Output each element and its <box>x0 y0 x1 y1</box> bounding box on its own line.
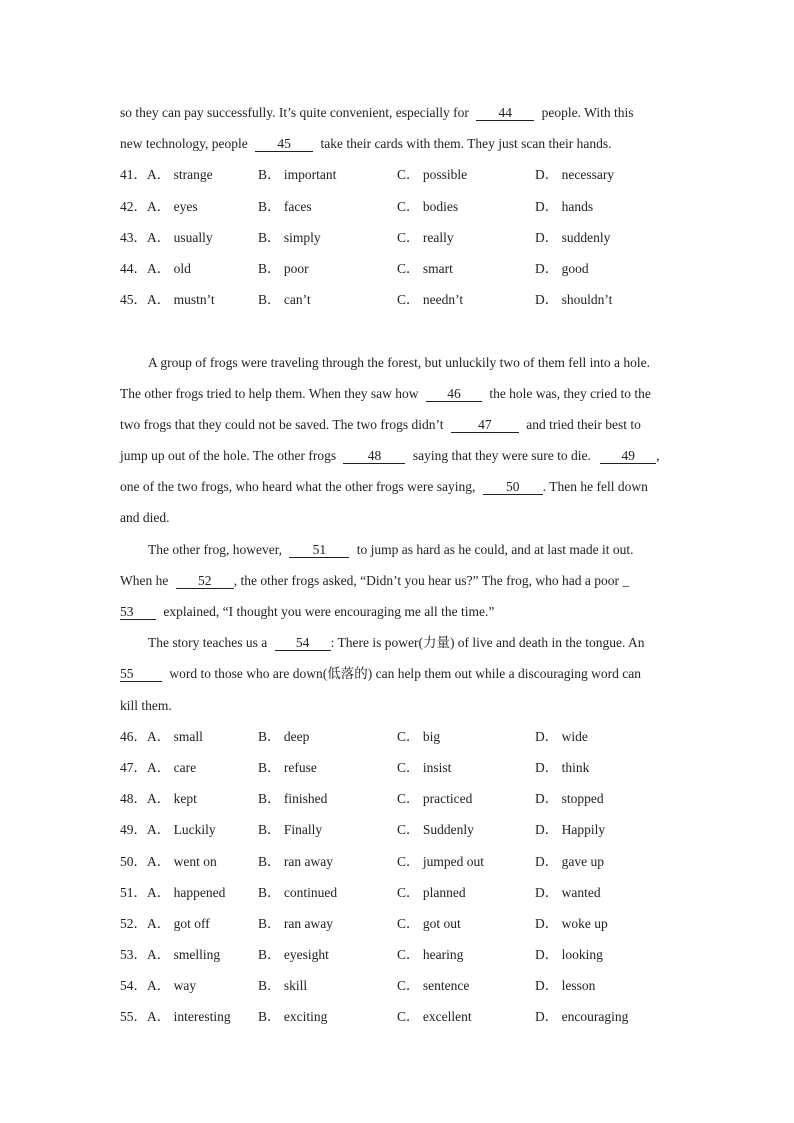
blank-48: 48 <box>343 448 405 464</box>
option-a[interactable]: A． eyes <box>147 198 198 214</box>
option-a[interactable]: A． kept <box>147 791 197 807</box>
text: and died. <box>120 510 170 526</box>
option-a[interactable]: A． way <box>147 978 197 994</box>
blank-45: 45 <box>255 136 313 152</box>
option-b[interactable]: B． continued <box>258 884 338 900</box>
text: The story teaches us a <box>148 635 268 651</box>
option-a[interactable]: A． smelling <box>147 947 221 963</box>
blank-51: 51 <box>289 542 349 558</box>
question-row <box>120 877 676 908</box>
passage2-p2-line1 <box>120 534 676 565</box>
option-d[interactable]: D． stopped <box>535 791 604 807</box>
question-row <box>120 752 676 783</box>
text: , <box>656 448 660 464</box>
option-a[interactable]: A． interesting <box>147 1009 231 1025</box>
question-row <box>120 253 676 284</box>
question-number: 43． <box>120 229 147 245</box>
option-d[interactable]: D． hands <box>535 198 594 214</box>
question-row <box>120 783 676 814</box>
option-c[interactable]: C． hearing <box>397 947 464 963</box>
text: people. With this <box>541 105 634 120</box>
question-number: 41． <box>120 167 147 183</box>
question-number: 49． <box>120 822 147 838</box>
question-row <box>120 908 676 939</box>
option-b[interactable]: B． faces <box>258 198 312 214</box>
option-c[interactable]: C． smart <box>397 260 453 276</box>
option-a[interactable]: A． mustn’t <box>147 292 215 308</box>
question-number: 46． <box>120 728 147 744</box>
option-c[interactable]: C． big <box>397 728 441 744</box>
option-b[interactable]: B． poor <box>258 260 309 276</box>
option-c[interactable]: C． insist <box>397 759 452 775</box>
question-number: 44． <box>120 260 147 276</box>
option-b[interactable]: B． important <box>258 167 337 183</box>
passage2-p1-line3 <box>120 409 676 440</box>
option-b[interactable]: B． can’t <box>258 292 311 308</box>
option-d[interactable]: D． lesson <box>535 978 596 994</box>
question-row <box>120 222 676 253</box>
blank-54: 54 <box>275 635 331 651</box>
option-d[interactable]: D． wide <box>535 728 588 744</box>
option-a[interactable]: A． small <box>147 728 203 744</box>
option-d[interactable]: D． encouraging <box>535 1009 629 1025</box>
passage2-p2-line3 <box>120 596 676 627</box>
option-a[interactable]: A． happened <box>147 884 226 900</box>
option-d[interactable]: D． think <box>535 759 590 775</box>
text: to jump as hard as he could, and at last made it out. <box>356 541 634 557</box>
text: two frogs that they could not be saved. The two frogs didn’t <box>120 416 444 432</box>
question-number: 47． <box>120 759 147 775</box>
option-d[interactable]: D． woke up <box>535 915 608 931</box>
text: new technology, people <box>120 136 248 152</box>
options-41-45 <box>120 159 676 315</box>
option-d[interactable]: D． shouldn’t <box>535 292 613 308</box>
question-row <box>120 284 676 315</box>
option-d[interactable]: D． gave up <box>535 853 604 869</box>
option-a[interactable]: A． old <box>147 260 191 276</box>
question-row <box>120 159 676 190</box>
passage2-p1-line1 <box>120 347 676 378</box>
option-c[interactable]: C． needn’t <box>397 292 464 308</box>
question-row <box>120 721 676 752</box>
passage2-p1-line6 <box>120 502 676 533</box>
question-number: 52． <box>120 915 147 931</box>
worksheet-page <box>120 97 676 1033</box>
text: saying that they were sure to die. <box>412 448 591 464</box>
option-b[interactable]: B． simply <box>258 229 321 245</box>
option-c[interactable]: C． Suddenly <box>397 822 474 838</box>
passage2-p1-line2 <box>120 378 676 409</box>
option-b[interactable]: B． exciting <box>258 1009 328 1025</box>
option-b[interactable]: B． finished <box>258 791 328 807</box>
option-c[interactable]: C． bodies <box>397 198 459 214</box>
text: : There is power(力量) of live and death in the tongue. An <box>330 635 645 651</box>
text: _ <box>622 572 630 588</box>
option-c[interactable]: C． really <box>397 229 454 245</box>
option-c[interactable]: C． jumped out <box>397 853 484 869</box>
text: , the other frogs asked, “Didn’t you hear us?” The frog, who had a poor <box>233 572 619 588</box>
question-row <box>120 191 676 222</box>
blank-49: 49 <box>600 448 656 464</box>
option-d[interactable]: D． necessary <box>535 167 615 183</box>
option-b[interactable]: B． ran away <box>258 915 333 931</box>
question-number: 42． <box>120 198 147 214</box>
text: The other frogs tried to help them. When they saw how <box>120 385 419 401</box>
option-a[interactable]: A． Luckily <box>147 822 216 838</box>
question-number: 54． <box>120 978 147 994</box>
text: jump up out of the hole. The other frogs <box>120 448 337 464</box>
option-a[interactable]: A． got off <box>147 915 210 931</box>
blank-46: 46 <box>426 386 482 402</box>
option-b[interactable]: B． ran away <box>258 853 333 869</box>
text: word to those who are down(低落的) can help them out while a discouraging word can <box>169 666 642 682</box>
passage2-p3-line3 <box>120 690 676 721</box>
text: A group of frogs were traveling through the forest, but unluckily two of them fell into a hole. <box>148 354 651 370</box>
option-d[interactable]: D． wanted <box>535 884 601 900</box>
passage2-p1-line4 <box>120 440 676 471</box>
option-a[interactable]: A． strange <box>147 167 213 183</box>
question-number: 53． <box>120 947 147 963</box>
option-b[interactable]: B． skill <box>258 978 308 994</box>
question-number: 51． <box>120 884 147 900</box>
options-46-55 <box>120 721 676 1033</box>
option-d[interactable]: D． Happily <box>535 822 606 838</box>
option-d[interactable]: D． suddenly <box>535 229 611 245</box>
option-b[interactable]: B． refuse <box>258 759 317 775</box>
option-c[interactable]: C． excellent <box>397 1009 472 1025</box>
option-b[interactable]: B． deep <box>258 728 310 744</box>
question-number: 55． <box>120 1009 147 1025</box>
text: When he <box>120 572 169 588</box>
blank-53: 53 <box>120 604 156 620</box>
text: . Then he fell down <box>542 479 648 495</box>
option-c[interactable]: C． planned <box>397 884 466 900</box>
text: and tried their best to <box>526 416 641 432</box>
question-row <box>120 939 676 970</box>
passage2-p3-line1 <box>120 627 676 658</box>
question-row <box>120 970 676 1001</box>
option-b[interactable]: B． Finally <box>258 822 323 838</box>
question-row <box>120 1001 676 1032</box>
question-number: 50． <box>120 853 147 869</box>
text: take their cards with them. They just scan their hands. <box>320 136 612 152</box>
question-number: 45． <box>120 292 147 308</box>
option-c[interactable]: C． got out <box>397 915 461 931</box>
blank-50: 50 <box>483 479 543 495</box>
text: The other frog, however, <box>148 541 283 557</box>
question-number: 48． <box>120 791 147 807</box>
option-a[interactable]: A． care <box>147 759 197 775</box>
option-c[interactable]: C． possible <box>397 167 468 183</box>
option-b[interactable]: B． eyesight <box>258 947 329 963</box>
passage1-line1 <box>120 97 676 128</box>
passage2-p3-line2 <box>120 658 676 689</box>
option-a[interactable]: A． usually <box>147 229 213 245</box>
passage1-line2 <box>120 128 676 159</box>
passage2-p1-line5 <box>120 471 676 502</box>
blank-44: 44 <box>476 105 534 121</box>
option-c[interactable]: C． sentence <box>397 978 470 994</box>
blank-55: 55 <box>120 666 162 682</box>
text: explained, “I thought you were encouraging me all the time.” <box>163 604 495 619</box>
blank-52: 52 <box>176 573 234 589</box>
passage2-p2-line2 <box>120 565 676 596</box>
text: the hole was, they cried to the <box>489 385 651 401</box>
text: one of the two frogs, who heard what the other frogs were saying, <box>120 479 476 495</box>
option-a[interactable]: A． went on <box>147 853 217 869</box>
option-d[interactable]: D． good <box>535 260 589 276</box>
option-d[interactable]: D． looking <box>535 947 603 963</box>
question-row <box>120 846 676 877</box>
text: so they can pay successfully. It’s quite convenient, especially for <box>120 105 469 120</box>
blank-47: 47 <box>451 417 519 433</box>
text: kill them. <box>120 697 172 713</box>
option-c[interactable]: C． practiced <box>397 791 473 807</box>
question-row <box>120 814 676 845</box>
